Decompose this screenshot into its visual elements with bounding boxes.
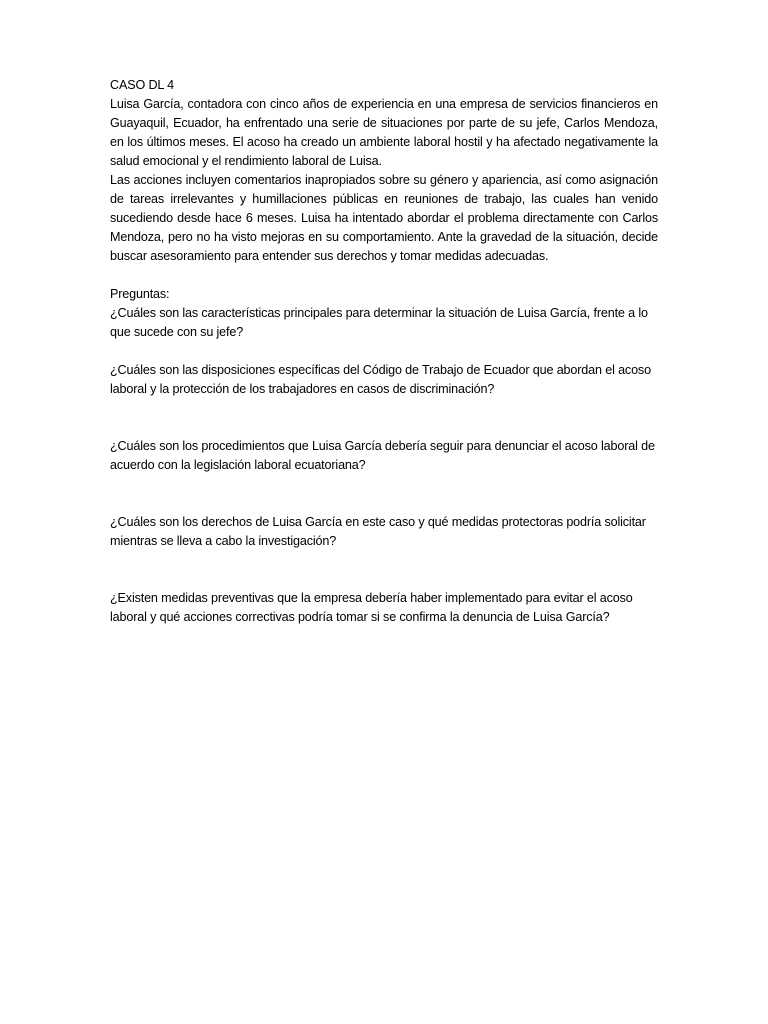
case-paragraph-2: Las acciones incluyen comentarios inapropiados sobre su género y apariencia, así como asignación de tareas irrelevantes y humillaciones públicas en reuniones de trabajo, las cuales han venido sucediendo desde hace 6 meses. Luisa ha intentado abordar el problema directamente con Carlos Mendoza, pero no ha visto mejoras en su comportamiento. Ante la gravedad de la situación, decide buscar asesoramiento para entender sus derechos y tomar medidas adecuadas. bbox=[110, 173, 658, 263]
case-title: CASO DL 4 bbox=[110, 78, 174, 92]
case-paragraph-1: Luisa García, contadora con cinco años de experiencia en una empresa de servicios financieros en Guayaquil, Ecuador, ha enfrentado una serie de situaciones por parte de su jefe, Carlos Mendoza, en los últimos meses. El acoso ha creado un ambiente laboral hostil y ha afectado negativamente la salud emocional y el rendimiento laboral de Luisa. bbox=[110, 97, 658, 168]
question-1: ¿Cuáles son las características principales para determinar la situación de Luisa García, frente a lo que sucede con su jefe? bbox=[110, 306, 648, 339]
questions-heading: Preguntas: bbox=[110, 287, 170, 301]
question-4: ¿Cuáles son los derechos de Luisa García en este caso y qué medidas protectoras podría solicitar mientras se lleva a cabo la investigación? bbox=[110, 515, 646, 548]
question-5: ¿Existen medidas preventivas que la empresa debería haber implementado para evitar el acoso laboral y qué acciones correctivas podría tomar si se confirma la denuncia de Luisa García? bbox=[110, 591, 633, 624]
question-2: ¿Cuáles son las disposiciones específicas del Código de Trabajo de Ecuador que abordan el acoso laboral y la protección de los trabajadores en casos de discriminación? bbox=[110, 363, 651, 396]
question-3: ¿Cuáles son los procedimientos que Luisa García debería seguir para denunciar el acoso laboral de acuerdo con la legislación laboral ecuatoriana? bbox=[110, 439, 655, 472]
document-body bbox=[110, 76, 658, 627]
